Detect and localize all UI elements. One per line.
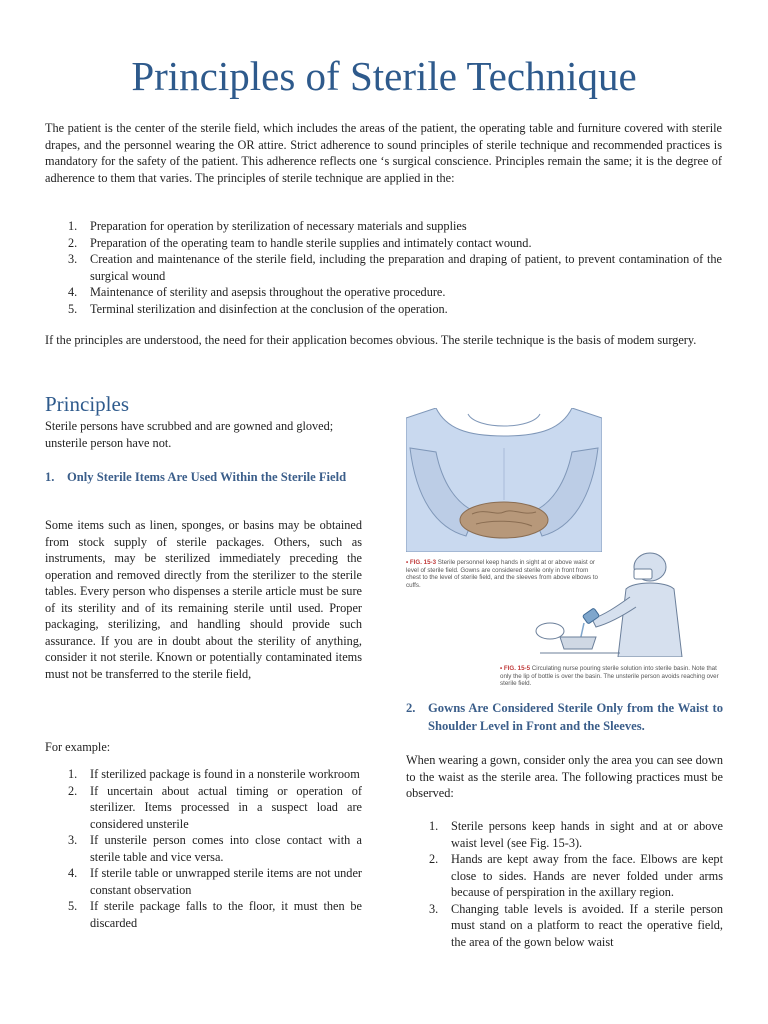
list-item: 1. Preparation for operation by sterilization of necessary materials and supplies xyxy=(68,219,467,233)
list-item: 2. Hands are kept away from the face. Elbows are kept close to sides. Hands are never folded under arms because of perspiration in the axillary region. xyxy=(429,852,723,899)
list-item: 3. If unsterile person comes into close contact with a sterile table and vice versa. xyxy=(68,833,362,864)
list-item: 2. If uncertain about actual timing or operation of sterilizer. Items processed in a suspect load are considered unsterile xyxy=(68,783,362,831)
applied-list xyxy=(45,218,722,317)
list-item: 4. Maintenance of sterility and asepsis throughout the operative procedure. xyxy=(68,285,446,299)
practices-list xyxy=(406,818,723,950)
list-item: 5. If sterile package falls to the floor, it must then be discarded xyxy=(68,899,362,930)
principles-heading: Principles xyxy=(45,392,129,416)
figure-2-caption: • FIG. 15-5 Circulating nurse pouring sterile solution into sterile basin. Note that only the lip of bottle is over the basin. The unsterile person avoids reaching over sterile field. xyxy=(500,665,719,687)
scrub-paragraph: Sterile persons have scrubbed and are gowned and gloved; unsterile person have not. xyxy=(45,419,334,450)
principle-1-heading: 1. Only Sterile Items Are Used Within the Sterile Field xyxy=(45,470,347,484)
examples-list xyxy=(45,766,362,931)
understood-paragraph: If the principles are understood, the need for their application becomes obvious. The sterile technique is the basis of modem surgery. xyxy=(45,333,697,347)
list-item: 3. Creation and maintenance of the sterile field, including the preparation and draping of patient, to prevent contamination of the surgical wound xyxy=(68,252,722,283)
list-item: 2. Preparation of the operating team to handle sterile supplies and intimately contact wound. xyxy=(68,235,532,250)
nurse-pouring-illustration xyxy=(500,545,728,657)
intro-paragraph: The patient is the center of the sterile field, which includes the areas of the patient, the operating table and furniture covered with sterile drapes, and the personnel wearing the OR attire. Strict adherence to sound principles of sterile technique and recommended practices is mandatory for the safety of the patient. This adherence reflects one ‘s surgical conscience. Principles remain the same; it is the degree of adherence to them that varies. The principles of sterile technique are applied in the: xyxy=(45,121,722,185)
principle-2-heading: 2. Gowns Are Considered Sterile Only from the Waist to Shoulder Level in Front and the Sleeves. xyxy=(406,701,723,733)
figure-1-caption: • FIG. 15-3 Sterile personnel keep hands in sight at or above waist or level of sterile field. Gowns are considered sterile only in front from chest to the level of sterile field, and the sleeves from above elbows to cuffs. xyxy=(406,559,598,589)
list-item: 5. Terminal sterilization and disinfection at the conclusion of the operation. xyxy=(68,301,448,316)
figure-nurse-pouring xyxy=(500,545,728,690)
list-item: 1. If sterilized package is found in a nonsterile workroom xyxy=(68,767,360,781)
list-item: 4. If sterile table or unwrapped sterile items are not under constant observation xyxy=(68,866,362,897)
example-label: For example: xyxy=(45,740,111,754)
principle-2-body: When wearing a gown, consider only the area you can see down to the waist as the sterile area. The following practices must be observed: xyxy=(406,753,723,800)
page-title: Principles of Sterile Technique xyxy=(131,53,637,99)
gowned-torso-illustration xyxy=(406,408,602,552)
list-item: 3. Changing table levels is avoided. If a sterile person must stand on a platform to react the operative field, the area of the gown below waist xyxy=(429,901,723,949)
principle-1-body: Some items such as linen, sponges, or basins may be obtained from stock supply of sterile packages. Others, such as instruments, may be sterilized immediately preceding the operation and removed directly from the sterilizer to the sterile tables. Every person who dispenses a sterile article must be sure of its sterility and of its remaining sterile until used. Proper packaging, sterilizing, and handling should provide such assurance. If you are in doubt about the sterility of anything, consider it not sterile. Known or potentially contaminated items must not be transferred to the sterile field, xyxy=(45,518,362,681)
list-item: 1. Sterile persons keep hands in sight and at or above waist level (see Fig. 15-3). xyxy=(429,819,723,850)
